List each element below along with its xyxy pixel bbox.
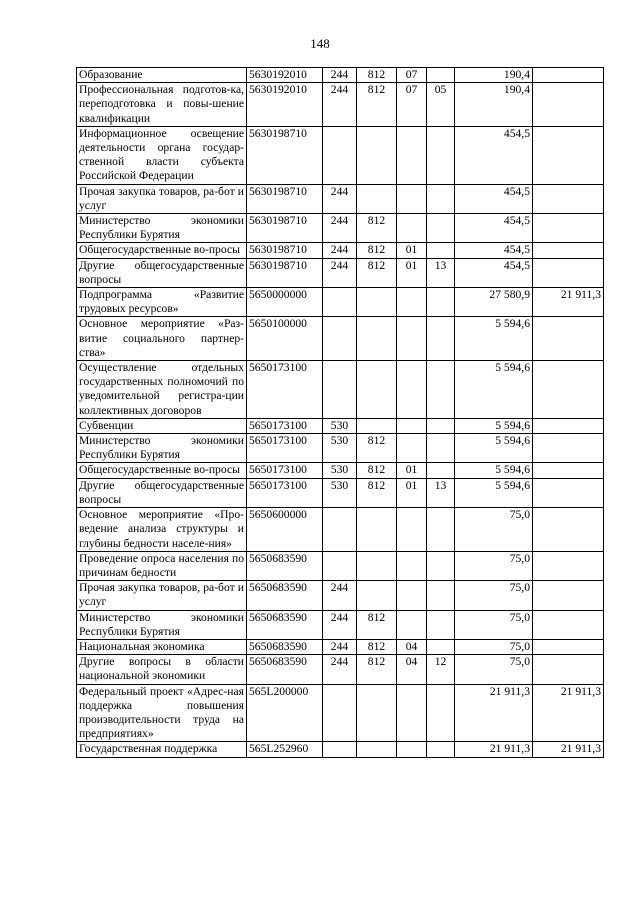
cell-expense-type: 244 [323, 83, 357, 127]
cell-target-code: 5650683590 [247, 639, 323, 654]
cell-grbs [357, 288, 397, 317]
cell-sum-federal [533, 508, 604, 552]
cell-sum-total: 5 594,6 [455, 361, 533, 419]
table-row [77, 684, 604, 742]
cell-expense-type [323, 126, 357, 184]
cell-sum-total: 21 911,3 [455, 684, 533, 742]
table-row [77, 184, 604, 213]
cell-expense-type [323, 317, 357, 361]
cell-section: 01 [397, 243, 427, 258]
cell-section [397, 610, 427, 639]
cell-grbs: 812 [357, 478, 397, 507]
cell-grbs [357, 581, 397, 610]
cell-subsection [427, 434, 455, 463]
cell-sum-total: 75,0 [455, 508, 533, 552]
cell-sum-total: 454,5 [455, 126, 533, 184]
page-number: 148 [310, 36, 330, 51]
table-row [77, 214, 604, 243]
table-row [77, 258, 604, 287]
cell-sum-federal [533, 258, 604, 287]
cell-sum-federal [533, 83, 604, 127]
cell-expense-type [323, 684, 357, 742]
cell-name: Образование [77, 68, 247, 83]
cell-subsection: 13 [427, 258, 455, 287]
cell-name: Подпрограмма «Развитие трудовых ресурсов» [77, 288, 247, 317]
budget-table [76, 67, 604, 758]
cell-expense-type: 244 [323, 243, 357, 258]
table-row [77, 508, 604, 552]
cell-target-code: 5650173100 [247, 434, 323, 463]
cell-expense-type: 244 [323, 610, 357, 639]
cell-section [397, 434, 427, 463]
cell-sum-total: 75,0 [455, 610, 533, 639]
cell-grbs [357, 418, 397, 433]
table-row [77, 639, 604, 654]
cell-name: Другие общегосударственные вопросы [77, 478, 247, 507]
cell-name: Осуществление отдельных государственных полномочий по уведомительной регистра-ции коллективных договоров [77, 361, 247, 419]
cell-expense-type: 244 [323, 655, 357, 684]
cell-section: 01 [397, 463, 427, 478]
cell-name: Министерство экономики Республики Бурятия [77, 214, 247, 243]
cell-target-code: 5630192010 [247, 83, 323, 127]
cell-name: Прочая закупка товаров, ра-бот и услуг [77, 184, 247, 213]
cell-target-code: 5630192010 [247, 68, 323, 83]
cell-sum-total: 75,0 [455, 581, 533, 610]
cell-target-code: 5630198710 [247, 243, 323, 258]
cell-sum-total: 5 594,6 [455, 434, 533, 463]
cell-grbs: 812 [357, 83, 397, 127]
cell-grbs [357, 126, 397, 184]
cell-grbs: 812 [357, 463, 397, 478]
cell-sum-total: 5 594,6 [455, 463, 533, 478]
cell-subsection [427, 508, 455, 552]
cell-target-code: 5630198710 [247, 214, 323, 243]
cell-expense-type [323, 742, 357, 757]
cell-grbs: 812 [357, 434, 397, 463]
cell-grbs [357, 317, 397, 361]
cell-sum-federal [533, 655, 604, 684]
cell-expense-type [323, 551, 357, 580]
cell-sum-federal [533, 434, 604, 463]
cell-subsection: 05 [427, 83, 455, 127]
cell-expense-type: 244 [323, 639, 357, 654]
cell-grbs [357, 551, 397, 580]
cell-section: 01 [397, 478, 427, 507]
cell-target-code: 5650000000 [247, 288, 323, 317]
cell-subsection [427, 684, 455, 742]
cell-sum-total: 75,0 [455, 655, 533, 684]
cell-section [397, 126, 427, 184]
cell-subsection [427, 581, 455, 610]
cell-expense-type: 244 [323, 258, 357, 287]
cell-subsection [427, 418, 455, 433]
cell-section [397, 214, 427, 243]
cell-sum-federal [533, 610, 604, 639]
table-row [77, 361, 604, 419]
cell-target-code: 5650683590 [247, 551, 323, 580]
cell-name: Профессиональная подготов-ка, переподготовка и повы-шение квалификации [77, 83, 247, 127]
cell-subsection [427, 742, 455, 757]
table-row [77, 418, 604, 433]
cell-subsection [427, 214, 455, 243]
table-row [77, 581, 604, 610]
cell-expense-type: 244 [323, 581, 357, 610]
cell-sum-federal: 21 911,3 [533, 742, 604, 757]
table-row [77, 288, 604, 317]
cell-section [397, 508, 427, 552]
cell-section [397, 317, 427, 361]
table-body [77, 68, 604, 758]
cell-target-code: 5650683590 [247, 655, 323, 684]
cell-sum-federal [533, 126, 604, 184]
cell-section [397, 361, 427, 419]
table-row [77, 551, 604, 580]
cell-sum-federal [533, 418, 604, 433]
cell-expense-type: 244 [323, 214, 357, 243]
cell-name: Министерство экономики Республики Бурятия [77, 610, 247, 639]
cell-subsection [427, 243, 455, 258]
cell-sum-total: 190,4 [455, 68, 533, 83]
table-row [77, 463, 604, 478]
cell-target-code: 5650100000 [247, 317, 323, 361]
cell-sum-federal [533, 463, 604, 478]
cell-expense-type: 530 [323, 418, 357, 433]
cell-target-code: 5650173100 [247, 418, 323, 433]
cell-expense-type: 530 [323, 478, 357, 507]
cell-sum-federal [533, 478, 604, 507]
cell-section [397, 288, 427, 317]
cell-subsection [427, 463, 455, 478]
cell-sum-total: 190,4 [455, 83, 533, 127]
cell-sum-total: 5 594,6 [455, 317, 533, 361]
cell-grbs: 812 [357, 610, 397, 639]
cell-target-code: 5650683590 [247, 610, 323, 639]
cell-name: Основное мероприятие «Раз-витие социального партнер-ства» [77, 317, 247, 361]
table-row [77, 243, 604, 258]
cell-section [397, 684, 427, 742]
cell-section [397, 184, 427, 213]
cell-sum-total: 27 580,9 [455, 288, 533, 317]
cell-sum-federal: 21 911,3 [533, 684, 604, 742]
cell-sum-federal [533, 184, 604, 213]
table-row [77, 742, 604, 757]
table-row [77, 478, 604, 507]
cell-expense-type: 244 [323, 184, 357, 213]
cell-name: Общегосударственные во-просы [77, 243, 247, 258]
cell-subsection [427, 639, 455, 654]
cell-section [397, 418, 427, 433]
cell-sum-federal [533, 214, 604, 243]
cell-expense-type: 244 [323, 68, 357, 83]
cell-name: Проведение опроса населения по причинам бедности [77, 551, 247, 580]
cell-target-code: 565L252960 [247, 742, 323, 757]
cell-name: Государственная поддержка [77, 742, 247, 757]
cell-sum-total: 75,0 [455, 551, 533, 580]
cell-name: Общегосударственные во-просы [77, 463, 247, 478]
cell-expense-type: 530 [323, 463, 357, 478]
cell-section [397, 551, 427, 580]
cell-sum-total: 5 594,6 [455, 418, 533, 433]
cell-subsection [427, 610, 455, 639]
cell-target-code: 5650173100 [247, 478, 323, 507]
cell-grbs: 812 [357, 258, 397, 287]
cell-sum-total: 21 911,3 [455, 742, 533, 757]
cell-sum-federal [533, 581, 604, 610]
cell-grbs [357, 508, 397, 552]
cell-target-code: 5650173100 [247, 361, 323, 419]
cell-grbs: 812 [357, 243, 397, 258]
cell-section: 07 [397, 83, 427, 127]
cell-grbs [357, 684, 397, 742]
cell-sum-federal: 21 911,3 [533, 288, 604, 317]
cell-subsection [427, 288, 455, 317]
cell-target-code: 5650683590 [247, 581, 323, 610]
cell-expense-type: 530 [323, 434, 357, 463]
cell-sum-federal [533, 551, 604, 580]
cell-section: 01 [397, 258, 427, 287]
cell-sum-federal [533, 68, 604, 83]
cell-subsection [427, 317, 455, 361]
table-row [77, 68, 604, 83]
cell-sum-federal [533, 317, 604, 361]
table-row [77, 434, 604, 463]
table-row [77, 317, 604, 361]
cell-subsection: 12 [427, 655, 455, 684]
cell-target-code: 5630198710 [247, 184, 323, 213]
cell-subsection: 13 [427, 478, 455, 507]
cell-sum-total: 75,0 [455, 639, 533, 654]
cell-section: 04 [397, 655, 427, 684]
cell-grbs [357, 742, 397, 757]
cell-target-code: 5630198710 [247, 258, 323, 287]
cell-grbs: 812 [357, 214, 397, 243]
cell-sum-federal [533, 639, 604, 654]
cell-name: Национальная экономика [77, 639, 247, 654]
cell-grbs [357, 184, 397, 213]
table-row [77, 655, 604, 684]
cell-target-code: 5650173100 [247, 463, 323, 478]
cell-sum-total: 454,5 [455, 184, 533, 213]
cell-subsection [427, 361, 455, 419]
cell-sum-total: 454,5 [455, 258, 533, 287]
cell-subsection [427, 68, 455, 83]
cell-target-code: 565L200000 [247, 684, 323, 742]
cell-name: Прочая закупка товаров, ра-бот и услуг [77, 581, 247, 610]
cell-name: Информационное освещение деятельности органа государ-ственной власти субъекта Российской Федерации [77, 126, 247, 184]
cell-expense-type [323, 361, 357, 419]
cell-name: Другие вопросы в области национальной экономики [77, 655, 247, 684]
table-row [77, 83, 604, 127]
cell-grbs: 812 [357, 639, 397, 654]
cell-sum-total: 454,5 [455, 243, 533, 258]
cell-sum-federal [533, 361, 604, 419]
cell-expense-type [323, 508, 357, 552]
cell-name: Федеральный проект «Адрес-ная поддержка повышения производительности труда на предприятиях» [77, 684, 247, 742]
cell-subsection [427, 551, 455, 580]
cell-sum-total: 454,5 [455, 214, 533, 243]
cell-name: Основное мероприятие «Про-ведение анализа структуры и глубины бедности населе-ния» [77, 508, 247, 552]
table-row [77, 610, 604, 639]
cell-sum-total: 5 594,6 [455, 478, 533, 507]
cell-sum-federal [533, 243, 604, 258]
cell-subsection [427, 184, 455, 213]
cell-target-code: 5650600000 [247, 508, 323, 552]
cell-section [397, 581, 427, 610]
cell-grbs: 812 [357, 655, 397, 684]
table-row [77, 126, 604, 184]
cell-name: Министерство экономики Республики Бурятия [77, 434, 247, 463]
cell-grbs: 812 [357, 68, 397, 83]
cell-name: Другие общегосударственные вопросы [77, 258, 247, 287]
cell-section [397, 742, 427, 757]
cell-name: Субвенции [77, 418, 247, 433]
cell-expense-type [323, 288, 357, 317]
cell-section: 07 [397, 68, 427, 83]
cell-grbs [357, 361, 397, 419]
cell-section: 04 [397, 639, 427, 654]
cell-subsection [427, 126, 455, 184]
cell-target-code: 5630198710 [247, 126, 323, 184]
